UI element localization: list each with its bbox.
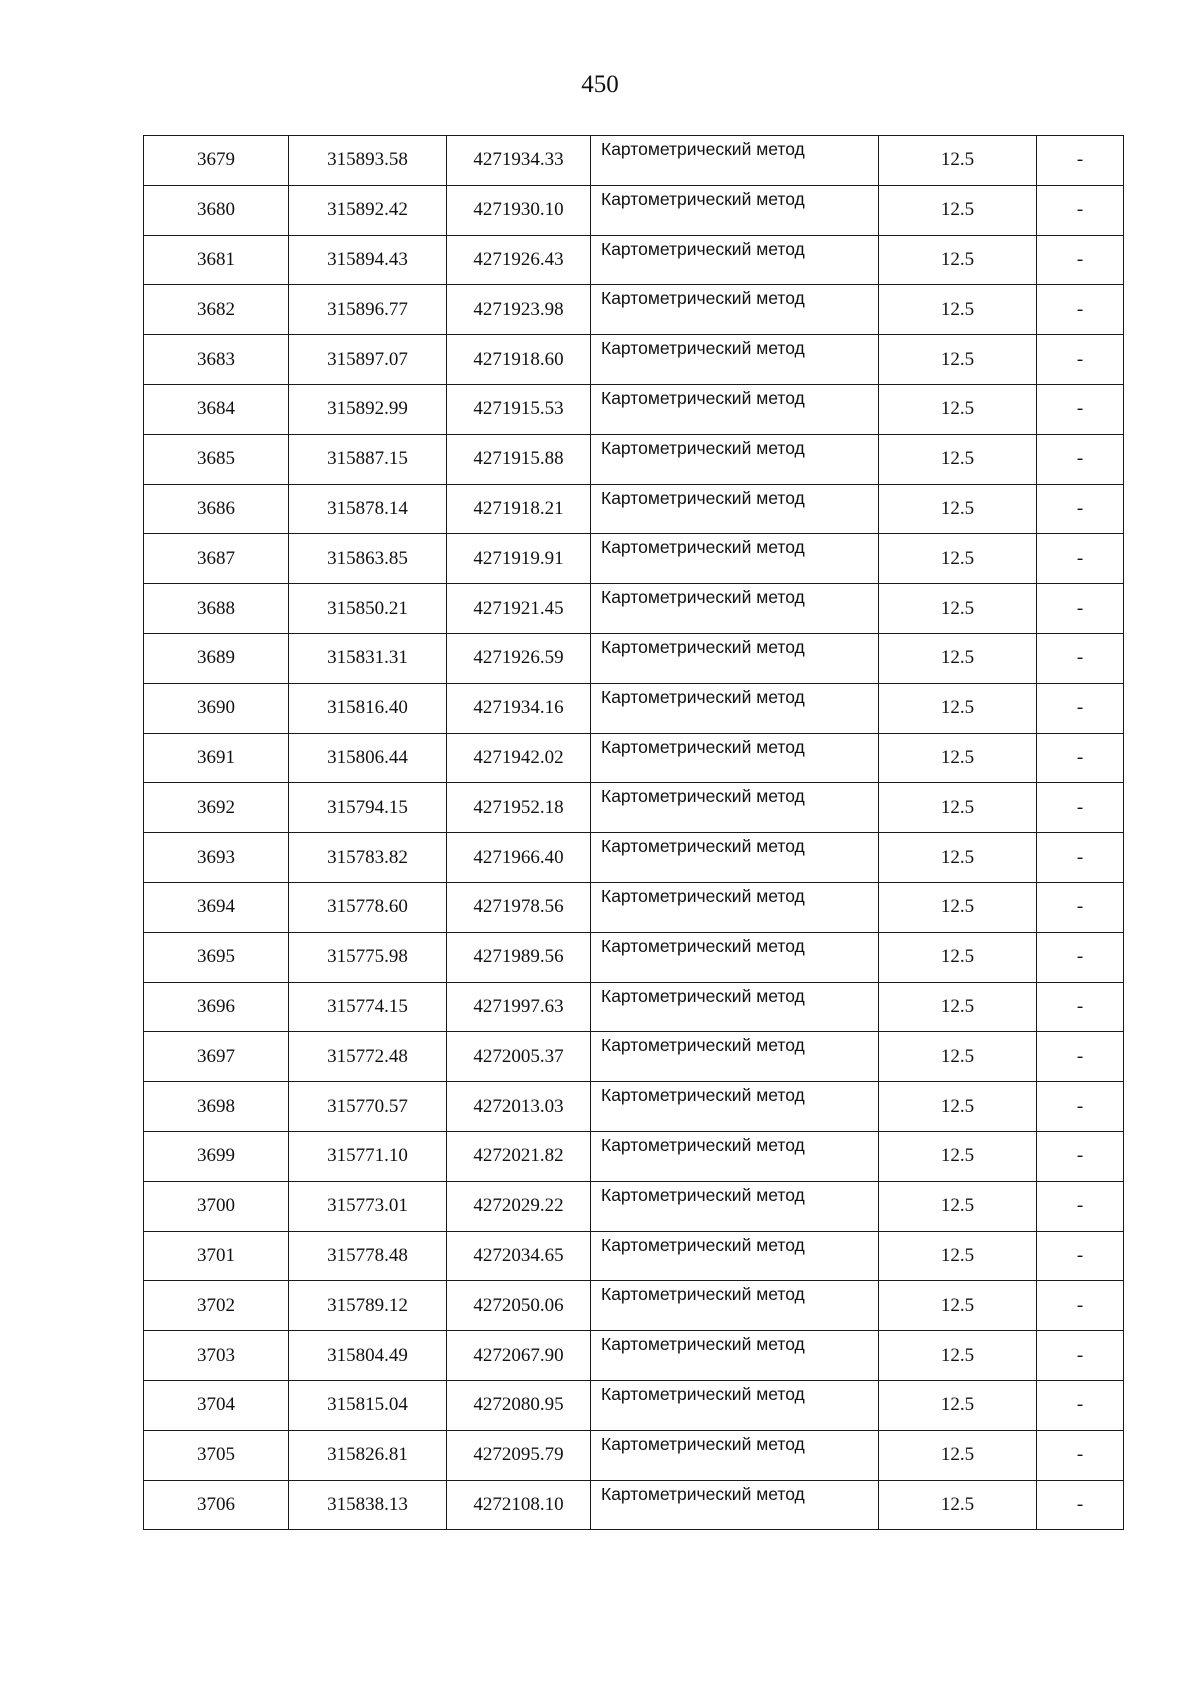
x-coordinate-cell: 315897.07 — [289, 335, 447, 385]
table-row — [144, 285, 1124, 335]
point-number-cell: 3699 — [144, 1131, 289, 1181]
method-cell: Картометрический метод — [591, 384, 879, 434]
x-coordinate-cell: 315838.13 — [289, 1480, 447, 1530]
point-number-cell: 3688 — [144, 584, 289, 634]
x-coordinate-cell: 315826.81 — [289, 1430, 447, 1480]
table-row — [144, 1231, 1124, 1281]
note-cell: - — [1037, 1231, 1124, 1281]
accuracy-cell: 12.5 — [879, 384, 1037, 434]
point-number-cell: 3704 — [144, 1380, 289, 1430]
accuracy-cell: 12.5 — [879, 1331, 1037, 1381]
x-coordinate-cell: 315815.04 — [289, 1380, 447, 1430]
note-cell: - — [1037, 783, 1124, 833]
y-coordinate-cell: 4272021.82 — [447, 1131, 591, 1181]
point-number-cell: 3702 — [144, 1281, 289, 1331]
accuracy-cell: 12.5 — [879, 1131, 1037, 1181]
point-number-cell: 3703 — [144, 1331, 289, 1381]
accuracy-cell: 12.5 — [879, 1032, 1037, 1082]
table-row — [144, 882, 1124, 932]
y-coordinate-cell: 4272005.37 — [447, 1032, 591, 1082]
x-coordinate-cell: 315878.14 — [289, 484, 447, 534]
point-number-cell: 3691 — [144, 733, 289, 783]
note-cell: - — [1037, 633, 1124, 683]
y-coordinate-cell: 4271915.53 — [447, 384, 591, 434]
note-cell: - — [1037, 1380, 1124, 1430]
method-cell: Картометрический метод — [591, 1131, 879, 1181]
note-cell: - — [1037, 235, 1124, 285]
x-coordinate-cell: 315887.15 — [289, 434, 447, 484]
note-cell: - — [1037, 584, 1124, 634]
point-number-cell: 3682 — [144, 285, 289, 335]
y-coordinate-cell: 4271918.60 — [447, 335, 591, 385]
note-cell: - — [1037, 185, 1124, 235]
table-row — [144, 1082, 1124, 1132]
note-cell: - — [1037, 1480, 1124, 1530]
method-cell: Картометрический метод — [591, 335, 879, 385]
note-cell: - — [1037, 534, 1124, 584]
table-row — [144, 1331, 1124, 1381]
y-coordinate-cell: 4271926.59 — [447, 633, 591, 683]
method-cell: Картометрический метод — [591, 484, 879, 534]
x-coordinate-cell: 315894.43 — [289, 235, 447, 285]
method-cell: Картометрический метод — [591, 683, 879, 733]
note-cell: - — [1037, 833, 1124, 883]
table-row — [144, 982, 1124, 1032]
table-row — [144, 1032, 1124, 1082]
table-row — [144, 1131, 1124, 1181]
accuracy-cell: 12.5 — [879, 285, 1037, 335]
accuracy-cell: 12.5 — [879, 882, 1037, 932]
method-cell: Картометрический метод — [591, 882, 879, 932]
point-number-cell: 3679 — [144, 136, 289, 186]
method-cell: Картометрический метод — [591, 584, 879, 634]
x-coordinate-cell: 315778.48 — [289, 1231, 447, 1281]
x-coordinate-cell: 315771.10 — [289, 1131, 447, 1181]
accuracy-cell: 12.5 — [879, 1181, 1037, 1231]
note-cell: - — [1037, 1032, 1124, 1082]
point-number-cell: 3689 — [144, 633, 289, 683]
x-coordinate-cell: 315772.48 — [289, 1032, 447, 1082]
accuracy-cell: 12.5 — [879, 185, 1037, 235]
method-cell: Картометрический метод — [591, 1480, 879, 1530]
x-coordinate-cell: 315806.44 — [289, 733, 447, 783]
point-number-cell: 3684 — [144, 384, 289, 434]
method-cell: Картометрический метод — [591, 932, 879, 982]
y-coordinate-cell: 4272080.95 — [447, 1380, 591, 1430]
method-cell: Картометрический метод — [591, 1281, 879, 1331]
x-coordinate-cell: 315794.15 — [289, 783, 447, 833]
point-number-cell: 3698 — [144, 1082, 289, 1132]
y-coordinate-cell: 4271952.18 — [447, 783, 591, 833]
accuracy-cell: 12.5 — [879, 833, 1037, 883]
y-coordinate-cell: 4272050.06 — [447, 1281, 591, 1331]
accuracy-cell: 12.5 — [879, 1430, 1037, 1480]
method-cell: Картометрический метод — [591, 1430, 879, 1480]
x-coordinate-cell: 315789.12 — [289, 1281, 447, 1331]
point-number-cell: 3705 — [144, 1430, 289, 1480]
page-number: 450 — [581, 71, 619, 98]
y-coordinate-cell: 4271915.88 — [447, 434, 591, 484]
x-coordinate-cell: 315850.21 — [289, 584, 447, 634]
y-coordinate-cell: 4271997.63 — [447, 982, 591, 1032]
table-row — [144, 1281, 1124, 1331]
coordinates-table — [143, 135, 1124, 1530]
accuracy-cell: 12.5 — [879, 1380, 1037, 1430]
method-cell: Картометрический метод — [591, 783, 879, 833]
accuracy-cell: 12.5 — [879, 335, 1037, 385]
y-coordinate-cell: 4272067.90 — [447, 1331, 591, 1381]
coordinates-table-body — [144, 136, 1124, 1530]
table-row — [144, 1380, 1124, 1430]
table-row — [144, 484, 1124, 534]
method-cell: Картометрический метод — [591, 434, 879, 484]
accuracy-cell: 12.5 — [879, 932, 1037, 982]
x-coordinate-cell: 315816.40 — [289, 683, 447, 733]
accuracy-cell: 12.5 — [879, 783, 1037, 833]
y-coordinate-cell: 4272029.22 — [447, 1181, 591, 1231]
accuracy-cell: 12.5 — [879, 136, 1037, 186]
note-cell: - — [1037, 1131, 1124, 1181]
point-number-cell: 3690 — [144, 683, 289, 733]
x-coordinate-cell: 315773.01 — [289, 1181, 447, 1231]
y-coordinate-cell: 4271966.40 — [447, 833, 591, 883]
point-number-cell: 3687 — [144, 534, 289, 584]
y-coordinate-cell: 4271930.10 — [447, 185, 591, 235]
x-coordinate-cell: 315804.49 — [289, 1331, 447, 1381]
method-cell: Картометрический метод — [591, 235, 879, 285]
y-coordinate-cell: 4271926.43 — [447, 235, 591, 285]
table-row — [144, 633, 1124, 683]
point-number-cell: 3692 — [144, 783, 289, 833]
table-row — [144, 733, 1124, 783]
accuracy-cell: 12.5 — [879, 1082, 1037, 1132]
method-cell: Картометрический метод — [591, 1181, 879, 1231]
x-coordinate-cell: 315893.58 — [289, 136, 447, 186]
table-row — [144, 434, 1124, 484]
point-number-cell: 3694 — [144, 882, 289, 932]
y-coordinate-cell: 4272108.10 — [447, 1480, 591, 1530]
point-number-cell: 3701 — [144, 1231, 289, 1281]
note-cell: - — [1037, 932, 1124, 982]
method-cell: Картометрический метод — [591, 1380, 879, 1430]
table-row — [144, 932, 1124, 982]
y-coordinate-cell: 4271934.33 — [447, 136, 591, 186]
accuracy-cell: 12.5 — [879, 633, 1037, 683]
accuracy-cell: 12.5 — [879, 683, 1037, 733]
accuracy-cell: 12.5 — [879, 434, 1037, 484]
y-coordinate-cell: 4272034.65 — [447, 1231, 591, 1281]
accuracy-cell: 12.5 — [879, 1231, 1037, 1281]
y-coordinate-cell: 4271978.56 — [447, 882, 591, 932]
accuracy-cell: 12.5 — [879, 733, 1037, 783]
method-cell: Картометрический метод — [591, 733, 879, 783]
table-row — [144, 584, 1124, 634]
y-coordinate-cell: 4271918.21 — [447, 484, 591, 534]
method-cell: Картометрический метод — [591, 136, 879, 186]
y-coordinate-cell: 4272013.03 — [447, 1082, 591, 1132]
method-cell: Картометрический метод — [591, 285, 879, 335]
table-row — [144, 335, 1124, 385]
table-row — [144, 185, 1124, 235]
x-coordinate-cell: 315863.85 — [289, 534, 447, 584]
y-coordinate-cell: 4272095.79 — [447, 1430, 591, 1480]
note-cell: - — [1037, 683, 1124, 733]
point-number-cell: 3681 — [144, 235, 289, 285]
x-coordinate-cell: 315892.42 — [289, 185, 447, 235]
x-coordinate-cell: 315774.15 — [289, 982, 447, 1032]
x-coordinate-cell: 315831.31 — [289, 633, 447, 683]
note-cell: - — [1037, 1281, 1124, 1331]
y-coordinate-cell: 4271921.45 — [447, 584, 591, 634]
table-row — [144, 235, 1124, 285]
note-cell: - — [1037, 434, 1124, 484]
x-coordinate-cell: 315778.60 — [289, 882, 447, 932]
table-row — [144, 783, 1124, 833]
accuracy-cell: 12.5 — [879, 534, 1037, 584]
point-number-cell: 3695 — [144, 932, 289, 982]
table-row — [144, 136, 1124, 186]
accuracy-cell: 12.5 — [879, 982, 1037, 1032]
point-number-cell: 3693 — [144, 833, 289, 883]
point-number-cell: 3680 — [144, 185, 289, 235]
table-row — [144, 384, 1124, 434]
x-coordinate-cell: 315775.98 — [289, 932, 447, 982]
x-coordinate-cell: 315892.99 — [289, 384, 447, 434]
method-cell: Картометрический метод — [591, 1082, 879, 1132]
method-cell: Картометрический метод — [591, 982, 879, 1032]
note-cell: - — [1037, 285, 1124, 335]
note-cell: - — [1037, 1331, 1124, 1381]
note-cell: - — [1037, 384, 1124, 434]
table-row — [144, 1430, 1124, 1480]
point-number-cell: 3685 — [144, 434, 289, 484]
y-coordinate-cell: 4271942.02 — [447, 733, 591, 783]
point-number-cell: 3697 — [144, 1032, 289, 1082]
table-row — [144, 1181, 1124, 1231]
x-coordinate-cell: 315896.77 — [289, 285, 447, 335]
note-cell: - — [1037, 484, 1124, 534]
note-cell: - — [1037, 1430, 1124, 1480]
table-row — [144, 1480, 1124, 1530]
point-number-cell: 3706 — [144, 1480, 289, 1530]
note-cell: - — [1037, 335, 1124, 385]
accuracy-cell: 12.5 — [879, 235, 1037, 285]
method-cell: Картометрический метод — [591, 1231, 879, 1281]
method-cell: Картометрический метод — [591, 534, 879, 584]
point-number-cell: 3700 — [144, 1181, 289, 1231]
x-coordinate-cell: 315770.57 — [289, 1082, 447, 1132]
y-coordinate-cell: 4271989.56 — [447, 932, 591, 982]
point-number-cell: 3683 — [144, 335, 289, 385]
y-coordinate-cell: 4271919.91 — [447, 534, 591, 584]
method-cell: Картометрический метод — [591, 185, 879, 235]
table-row — [144, 534, 1124, 584]
table-row — [144, 833, 1124, 883]
note-cell: - — [1037, 733, 1124, 783]
method-cell: Картометрический метод — [591, 833, 879, 883]
accuracy-cell: 12.5 — [879, 484, 1037, 534]
note-cell: - — [1037, 1082, 1124, 1132]
method-cell: Картометрический метод — [591, 1032, 879, 1082]
x-coordinate-cell: 315783.82 — [289, 833, 447, 883]
method-cell: Картометрический метод — [591, 633, 879, 683]
point-number-cell: 3696 — [144, 982, 289, 1032]
accuracy-cell: 12.5 — [879, 1480, 1037, 1530]
accuracy-cell: 12.5 — [879, 1281, 1037, 1331]
note-cell: - — [1037, 982, 1124, 1032]
note-cell: - — [1037, 882, 1124, 932]
note-cell: - — [1037, 1181, 1124, 1231]
y-coordinate-cell: 4271923.98 — [447, 285, 591, 335]
table-row — [144, 683, 1124, 733]
y-coordinate-cell: 4271934.16 — [447, 683, 591, 733]
method-cell: Картометрический метод — [591, 1331, 879, 1381]
accuracy-cell: 12.5 — [879, 584, 1037, 634]
note-cell: - — [1037, 136, 1124, 186]
point-number-cell: 3686 — [144, 484, 289, 534]
